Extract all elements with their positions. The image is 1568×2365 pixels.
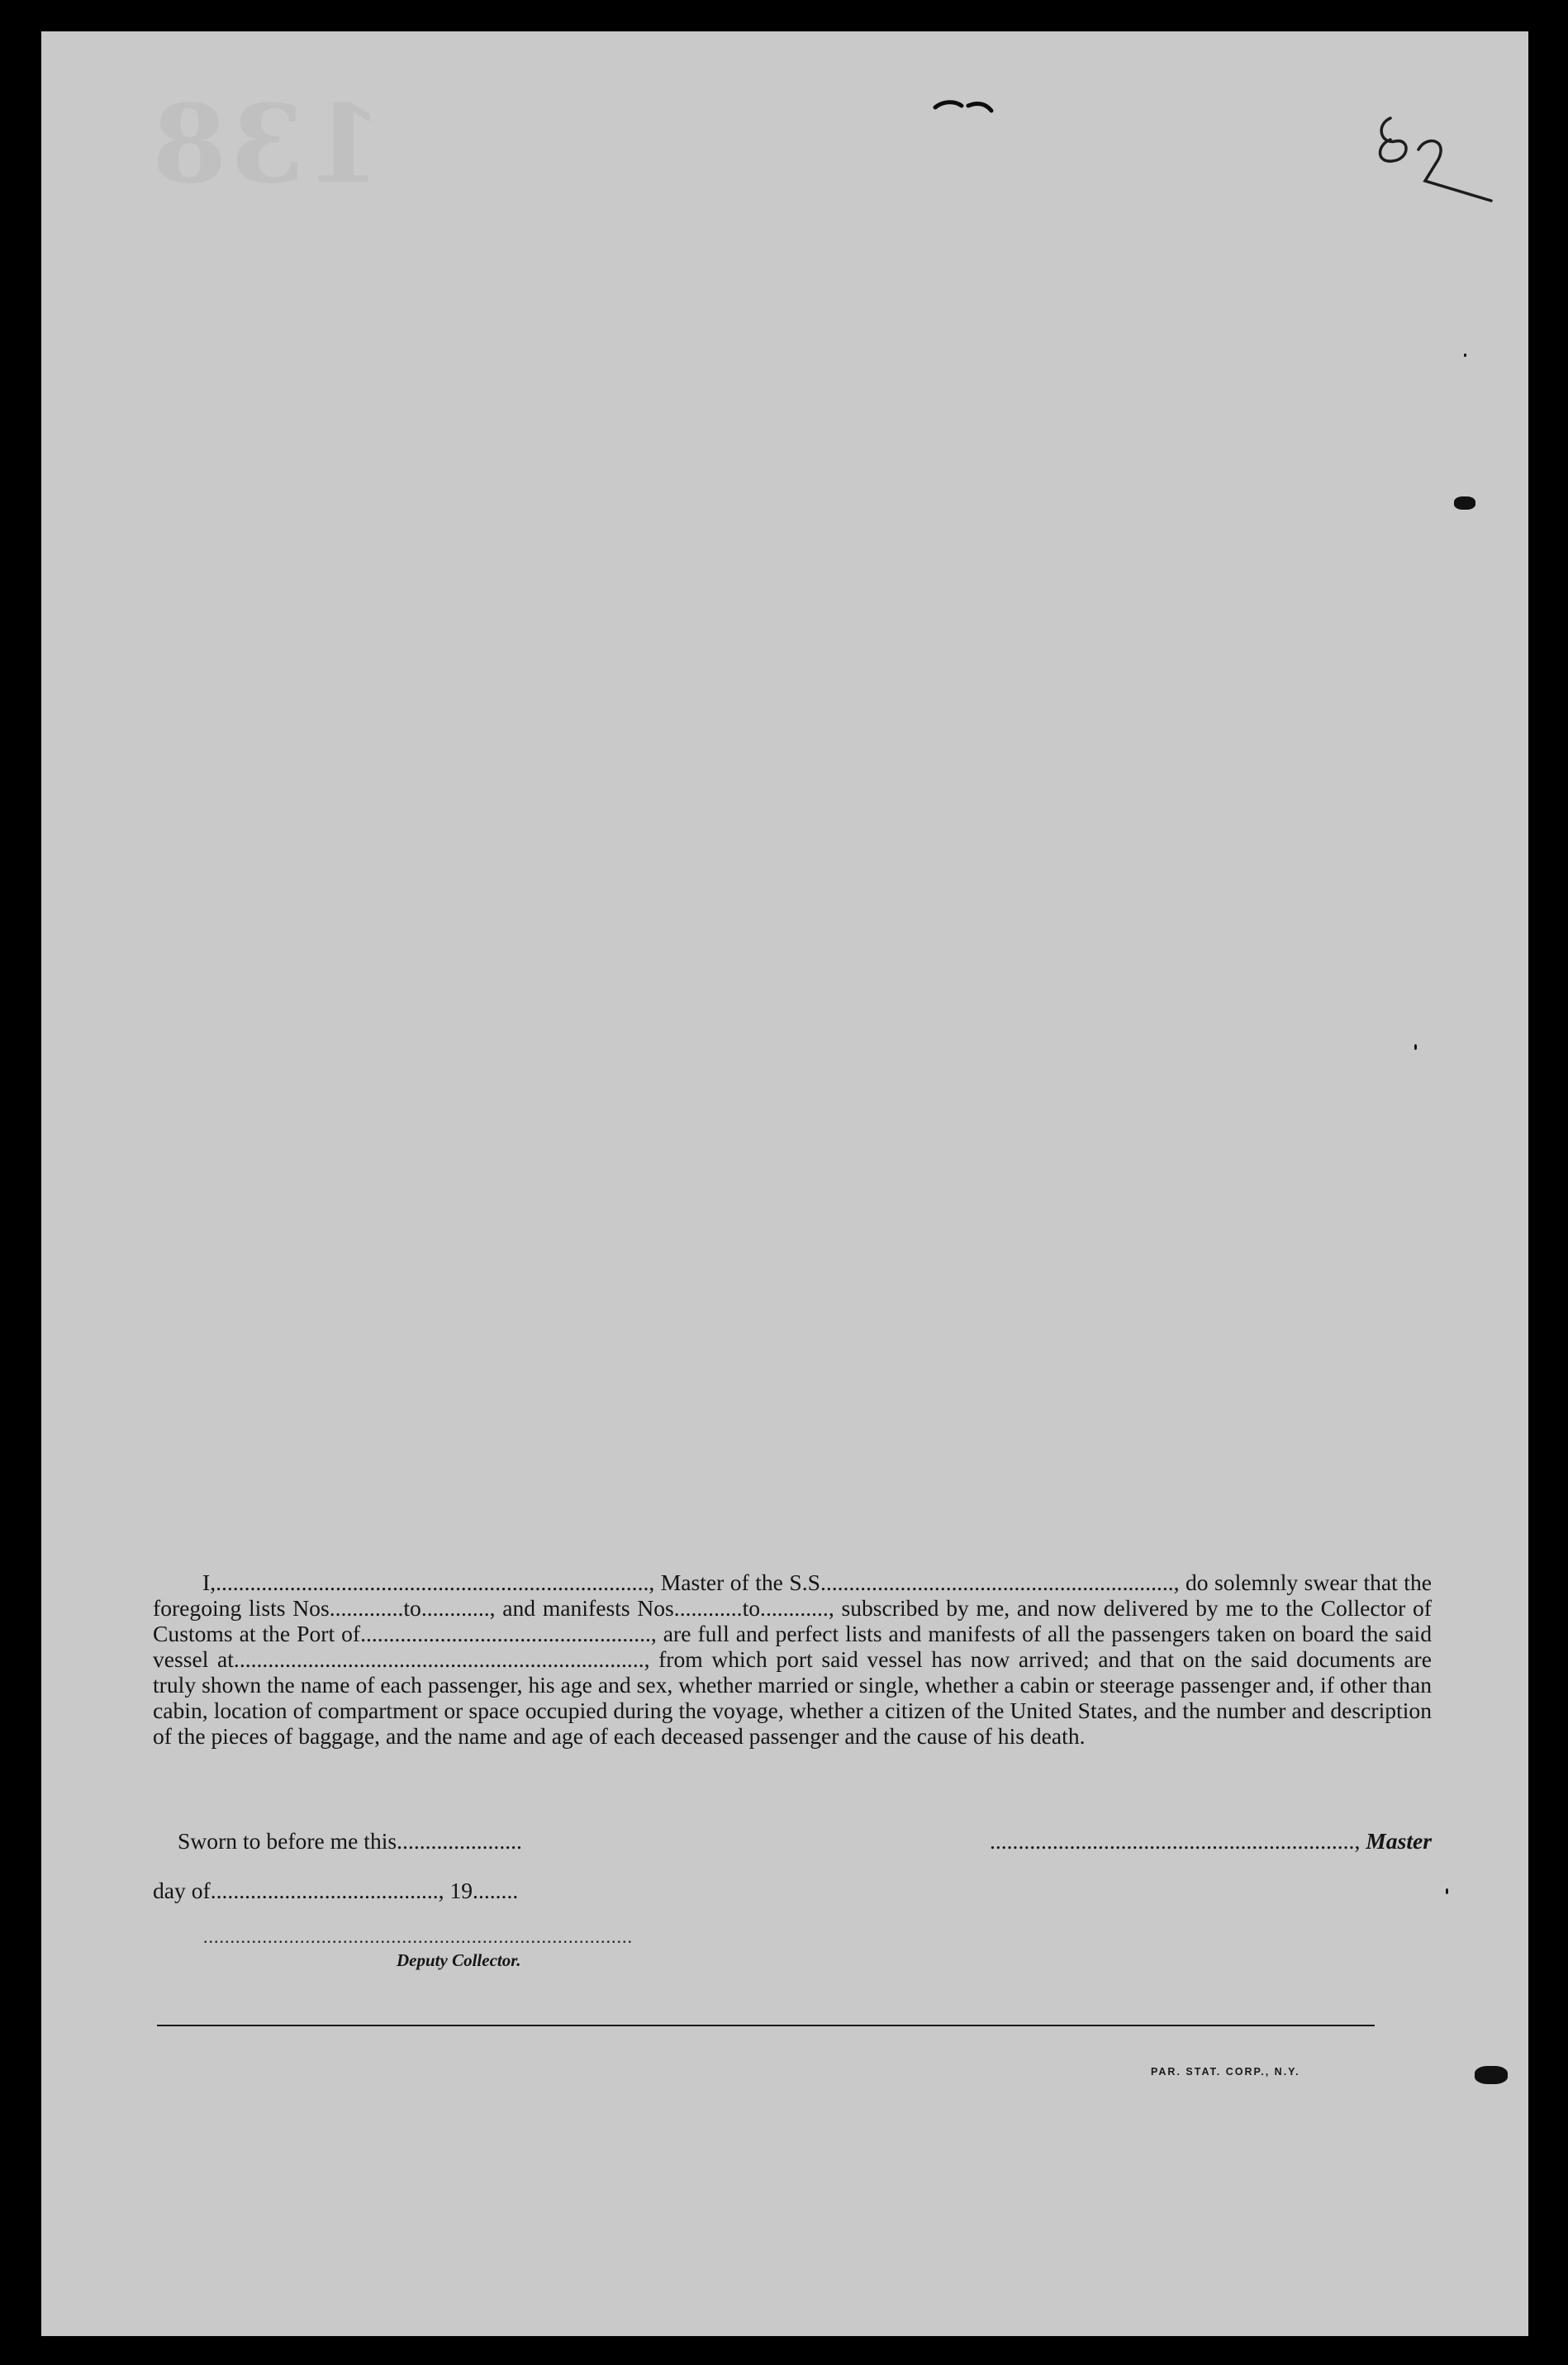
master-signature-line: [990, 1828, 1432, 1854]
pen-mark-top: [932, 96, 995, 119]
printer-imprint: PAR. STAT. CORP., N.Y.: [1151, 2066, 1300, 2078]
master-label: Master: [1366, 1828, 1432, 1854]
sworn-line: Sworn to before me this......................: [178, 1828, 522, 1854]
document-page: [41, 31, 1528, 2336]
bleed-through-number: 138: [149, 81, 383, 207]
ink-speck: [1464, 354, 1466, 357]
horizontal-rule: [157, 2025, 1375, 2026]
ink-speck: [1475, 2066, 1508, 2084]
oath-paragraph: [153, 1570, 1432, 1749]
handwritten-page-number: [1367, 102, 1499, 209]
ink-speck: [1414, 1044, 1417, 1050]
ink-speck: [1446, 1888, 1448, 1894]
master-dots: ................................................................,: [989, 1828, 1361, 1854]
deputy-collector-label: Deputy Collector.: [397, 1950, 521, 1970]
deputy-signature-dots: ................................................................................: [203, 1926, 633, 1947]
ink-speck: [1454, 496, 1475, 510]
day-of-line: day of........................................, 19........: [153, 1878, 519, 1903]
oath-text: I,............................................................................, Master of the S.S.............................................................., do solemnly swear that the foregoing lists Nos.............to............, and manifests Nos............to............, subscribed by me, and now delivered by me to the Collector of Customs at the Port of..................................................., are full and perfect lists and manifests of all the passengers taken on board the said vessel at........................................................................, from which port said vessel has now arrived; and that on the said documents are truly shown the name of each passenger, his age and sex, whether married or single, whether a cabin or steerage passenger and, if other than cabin, location of compartment or space occupied during the voyage, whether a citizen of the United States, and the number and description of the pieces of baggage, and the name and age of each deceased passenger and the cause of his death.: [153, 1570, 1432, 1749]
